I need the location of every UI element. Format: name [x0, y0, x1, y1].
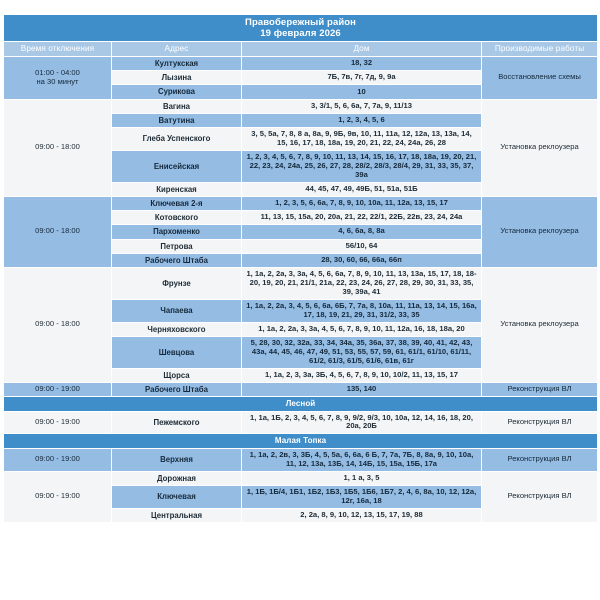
cell-house: 4, 6, 6а, 8, 8а: [242, 225, 482, 239]
cell-time: [4, 471, 112, 522]
cell-address: Фрунзе: [112, 267, 242, 299]
cell-house: 135, 140: [242, 382, 482, 396]
time-range: 09:00 - 18:00: [35, 319, 80, 329]
table-row: [4, 196, 598, 210]
cell-address: Центральная: [112, 508, 242, 522]
cell-house: 1, 1а, 2, 2а, 3, 3а, 4, 5, 6, 6а, 7, 8, 9, 10, 11, 13, 13а, 15, 17, 18, 18-20, 19, 20, 21, 21/1, 21а, 22, 23, 24, 26, 27, 28, 29, 30, 31, 33, 35, 39, 39а, 41: [242, 267, 482, 299]
time-range: 09:00 - 19:00: [35, 384, 80, 394]
cell-house: 11, 13, 15, 15а, 20, 20а, 21, 22, 22/1, 22Б, 22в, 23, 24, 24а: [242, 211, 482, 225]
cell-works: Реконструкция ВЛ: [482, 411, 598, 434]
cell-address: Верхняя: [112, 448, 242, 471]
cell-house: 7Б, 7в, 7г, 7д, 9, 9а: [242, 71, 482, 85]
cell-works: Восстановление схемы: [482, 57, 598, 100]
cell-address: Лызина: [112, 71, 242, 85]
cell-house: 1, 2, 3, 4, 5, 6, 7, 8, 9, 10, 11, 13, 14, 15, 16, 17, 18, 18а, 19, 20, 21, 22, 23, 24, 24а, 25, 26, 27, 28, 28/2, 28/3, 28/4, 29, 31, 33, 35, 37, 39а: [242, 150, 482, 182]
cell-works: Реконструкция ВЛ: [482, 382, 598, 396]
table-row: [4, 267, 598, 299]
time-range: 09:00 - 18:00: [35, 142, 80, 152]
cell-address: Рабочего Штаба: [112, 253, 242, 267]
cell-house: 18, 32: [242, 57, 482, 71]
district-banner: Малая Топка: [4, 434, 598, 448]
cell-house: 1, 1а, 2, 2в, 3, 3Б, 4, 5, 5а, 6, 6а, 6 Б, 7, 7а, 7Б, 8, 8а, 9, 10, 10а, 11, 12, 13а, 13Б, 14, 14Б, 15, 15а, 15Б, 17а: [242, 448, 482, 471]
cell-address: Глеба Успенского: [112, 128, 242, 151]
column-header-row: [4, 42, 598, 57]
cell-address: Пежемского: [112, 411, 242, 434]
time-duration: на 30 минут: [36, 76, 79, 86]
district-banner-row: [4, 434, 598, 448]
table-body: [4, 57, 598, 523]
cell-address: Култукская: [112, 57, 242, 71]
time-range: 09:00 - 18:00: [35, 226, 80, 236]
cell-works: Установка реклоузера: [482, 196, 598, 267]
cell-time: [4, 382, 112, 396]
cell-address: Вагина: [112, 99, 242, 113]
cell-house: 5, 28, 30, 32, 32а, 33, 34, 34а, 35, 36а, 37, 38, 39, 40, 41, 42, 43, 43а, 44, 45, 46, 47, 49, 51, 53, 55, 57, 59, 61, 61/1, 61/10, 61/11, 61/2, 61/3, 61/5, 61/6, 61в, 61г: [242, 336, 482, 368]
cell-address: Петрова: [112, 239, 242, 253]
table-row: [4, 448, 598, 471]
cell-address: Дорожная: [112, 471, 242, 485]
time-range: 09:00 - 19:00: [35, 491, 80, 501]
table-row: [4, 382, 598, 396]
cell-house: 10: [242, 85, 482, 99]
cell-address: Черняховского: [112, 322, 242, 336]
cell-works: Установка реклоузера: [482, 267, 598, 382]
title-banner-row: [4, 15, 598, 42]
cell-address: Шевцова: [112, 336, 242, 368]
cell-address: Енисейская: [112, 150, 242, 182]
cell-works: Реконструкция ВЛ: [482, 448, 598, 471]
cell-address: Ключевая 2-я: [112, 196, 242, 210]
time-range: 09:00 - 19:00: [35, 454, 80, 464]
table-row: [4, 471, 598, 485]
cell-time: [4, 448, 112, 471]
cell-time: [4, 57, 112, 100]
column-header-house: Дом: [242, 42, 482, 57]
table-row: [4, 411, 598, 434]
cell-house: 3, 3/1, 5, 6, 6а, 7, 7а, 9, 11/13: [242, 99, 482, 113]
cell-works: Установка реклоузера: [482, 99, 598, 196]
column-header-address: Адрес: [112, 42, 242, 57]
cell-address: Котовского: [112, 211, 242, 225]
cell-house: 44, 45, 47, 49, 49Б, 51, 51а, 51Б: [242, 182, 482, 196]
cell-house: 1, 1а, 2, 2а, 3, 3а, 4, 5, 6, 7, 8, 9, 10, 11, 12а, 16, 18, 18а, 20: [242, 322, 482, 336]
cell-address: Пархоменко: [112, 225, 242, 239]
cell-time: [4, 411, 112, 434]
time-range: 09:00 - 19:00: [35, 417, 80, 426]
column-header-works: Производимые работы: [482, 42, 598, 57]
outage-table: [3, 14, 598, 523]
district-banner: Лесной: [4, 397, 598, 411]
district-title: Правобережный район: [245, 17, 357, 28]
cell-house: 56/10, 64: [242, 239, 482, 253]
cell-house: 1, 2, 3, 4, 5, 6: [242, 113, 482, 127]
cell-address: Чапаева: [112, 299, 242, 322]
cell-house: 28, 30, 60, 66, 66а, 66п: [242, 253, 482, 267]
cell-house: 1, 2, 3, 5, 6, 6а, 7, 8, 9, 10, 10а, 11, 12а, 13, 15, 17: [242, 196, 482, 210]
table-head: [4, 15, 598, 57]
cell-house: 1, 1а, 2, 3, 3а, 3Б, 4, 5, 6, 7, 8, 9, 10, 10/2, 11, 13, 15, 17: [242, 368, 482, 382]
cell-address: Киренская: [112, 182, 242, 196]
cell-address: Ключевая: [112, 485, 242, 508]
cell-time: [4, 196, 112, 267]
district-banner-row: [4, 397, 598, 411]
cell-house: 1, 1а, 2, 2а, 3, 4, 5, 6, 6а, 6Б, 7, 7а, 8, 10а, 11, 11а, 13, 14, 15, 16а, 17, 18, 19, 21, 29, 31, 31/2, 33, 35: [242, 299, 482, 322]
cell-address: Рабочего Штаба: [112, 382, 242, 396]
cell-address: Сурикова: [112, 85, 242, 99]
column-header-time: Время отключения: [4, 42, 112, 57]
schedule-date: 19 февраля 2026: [260, 28, 341, 40]
cell-time: [4, 99, 112, 196]
table-row: [4, 57, 598, 71]
bottom-spacer: [0, 523, 600, 533]
cell-works: Реконструкция ВЛ: [482, 471, 598, 522]
cell-address: Щорса: [112, 368, 242, 382]
cell-house: 1, 1 а, 3, 5: [242, 471, 482, 485]
time-range: 01:00 - 04:00: [35, 67, 80, 77]
cell-house: 2, 2а, 8, 9, 10, 12, 13, 15, 17, 19, 88: [242, 508, 482, 522]
cell-time: [4, 267, 112, 382]
cell-house: 1, 1Б, 1Б/4, 1Б1, 1Б2, 1Б3, 1Б5, 1Б6, 1Б7, 2, 4, 6, 8а, 10, 12, 12а, 12г, 16а, 18: [242, 485, 482, 508]
cell-address: Ватутина: [112, 113, 242, 127]
cell-house: 1, 1а, 1Б, 2, 3, 4, 5, 6, 7, 8, 9, 9/2, 9/3, 10, 10а, 12, 14, 16, 18, 20, 20а, 20Б: [242, 411, 482, 434]
table-row: [4, 99, 598, 113]
cell-house: 3, 5, 5а, 7, 8, 8 а, 8а, 9, 9Б, 9в, 10, 11, 11а, 12, 12а, 13, 13а, 14, 15, 16, 17, 18, 18а, 19, 20, 21, 22, 24, 24а, 26, 28: [242, 128, 482, 151]
title-banner: [4, 15, 598, 42]
